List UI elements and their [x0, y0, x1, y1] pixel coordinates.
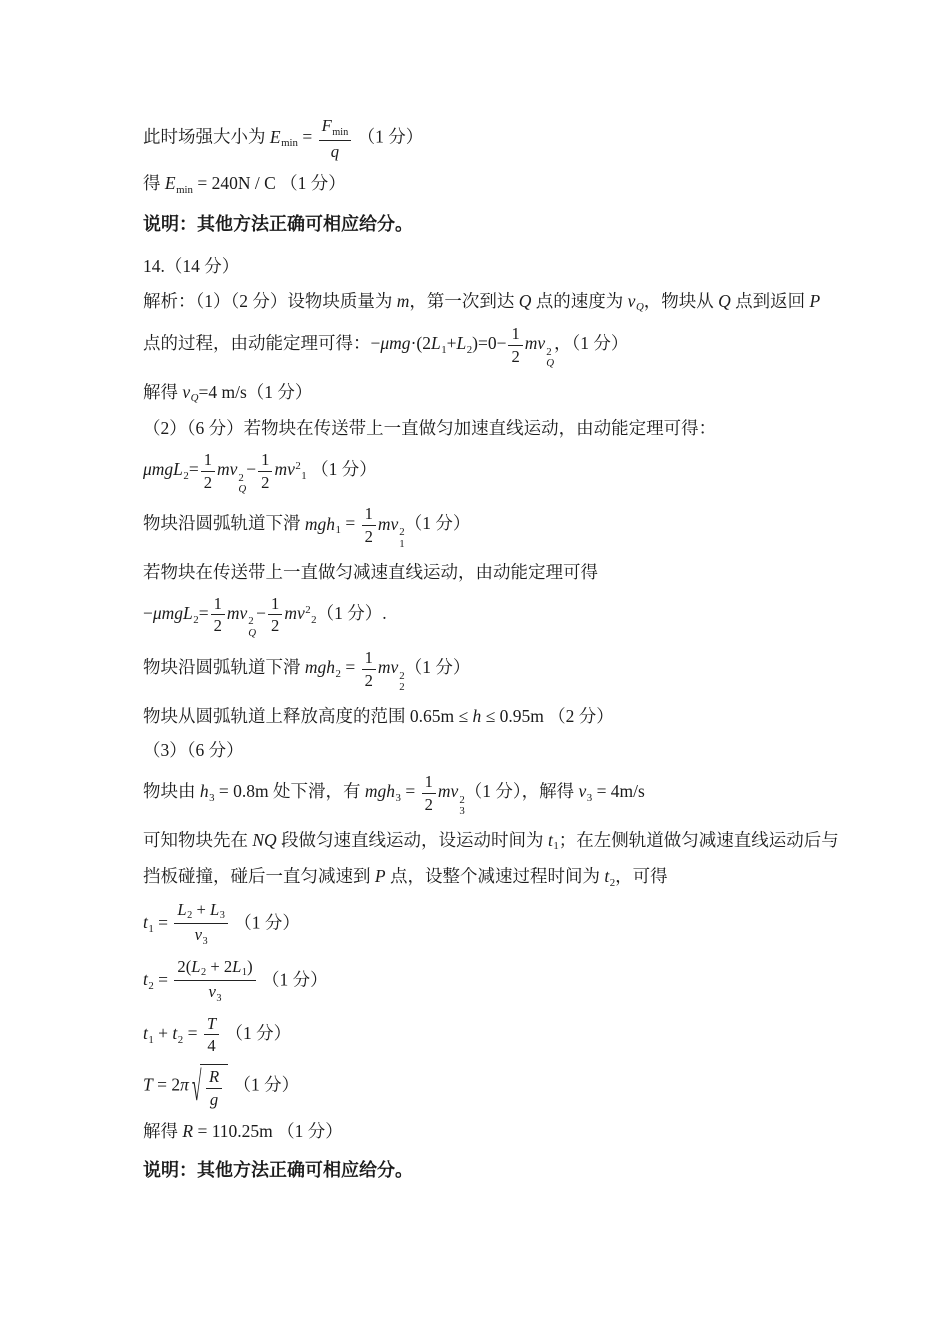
doc-line-17: 可知物块先在 NQ 段做匀速直线运动，设运动时间为 $t_1$；在左侧轨道做匀减速直线运动后与	[143, 829, 839, 853]
doc-line-22: T = 2π √ $\frac{R}{g}$ （1 分）	[143, 1062, 300, 1110]
doc-line-11: 若物块在传送带上一直做匀减速直线运动，由动能定理可得	[143, 561, 598, 582]
doc-line-10: 物块沿圆弧轨道下滑 mgh$_1$ = $\frac{1}{2}$ mv 2 1 （1 分）	[143, 504, 471, 550]
doc-line-20: $t_2$ = $\frac{2(L_2 + 2L_1)}{v_3}$ （1 分）	[143, 956, 328, 1004]
doc-line-3: 说明：其他方法正确可相应给分。	[143, 213, 413, 234]
doc-line-14: 物块从圆弧轨道上释放高度的范围 0.65m ≤ h ≤ 0.95m （2 分）	[143, 705, 614, 726]
doc-line-9: μmgL$_2$= $\frac{1}{2}$ mv 2 Q − $\frac{1}{2}$ $mv^2_1$ （1 分）	[143, 450, 377, 496]
doc-line-4: 14.（14 分）	[143, 255, 240, 276]
doc-line-21: $t_1 + t_2$ = $\frac{T}{4}$ （1 分）	[143, 1013, 292, 1056]
doc-line-5: 解析：（1）（2 分）设物块质量为 m，第一次到达 Q 点的速度为 $v_Q$，物块从 Q 点到返回 P	[143, 290, 821, 314]
doc-line-12: −μmgL$_2$= $\frac{1}{2}$ mv 2 Q − $\frac{1}{2}$ $mv^2_2(1$ 分）.	[143, 593, 387, 639]
doc-line-24: 说明：其他方法正确可相应给分。	[143, 1160, 413, 1181]
doc-line-6: 点的过程，由动能定理可得：$-\mu mg\cdot(2L_1+L_2)=0-$ $\frac{1}{2}$ mv 2 Q ，（1 分）	[143, 324, 629, 370]
doc-line-13: 物块沿圆弧轨道下滑 mgh$_2$ = $\frac{1}{2}$ mv 2 2 （1 分）	[143, 648, 471, 694]
doc-line-7: 解得 $v_Q=4$ m/s（1 分）	[143, 381, 313, 405]
doc-line-8: （2）（6 分）若物块在传送带上一直做匀加速直线运动，由动能定理可得：	[143, 418, 717, 439]
document-content	[143, 116, 839, 1184]
doc-line-15: （3）（6 分）	[143, 740, 244, 761]
doc-line-23: 解得 R = 110.25m （1 分）	[143, 1121, 343, 1142]
doc-line-1: 此时场强大小为 $E_{min}$ = $\frac{F_{min}}{q}$ （1 分）	[143, 116, 424, 161]
doc-line-19: $t_1$ = $\frac{L_2 + L_3}{v_3}$ （1 分）	[143, 899, 300, 947]
doc-line-18: 挡板碰撞，碰后一直匀减速到 P 点，设整个减速过程时间为 $t_2$，可得	[143, 866, 668, 889]
doc-line-2: 得 $E_{min} = 240N / C$ （1 分）	[143, 172, 346, 196]
doc-line-16: 物块由 $h_3 = 0.8m$ 处下滑，有 mgh$_3$ = $\frac{1}{2}$ mv 2 3 （1 分），解得 $v_3 = 4m/s$	[143, 772, 645, 818]
